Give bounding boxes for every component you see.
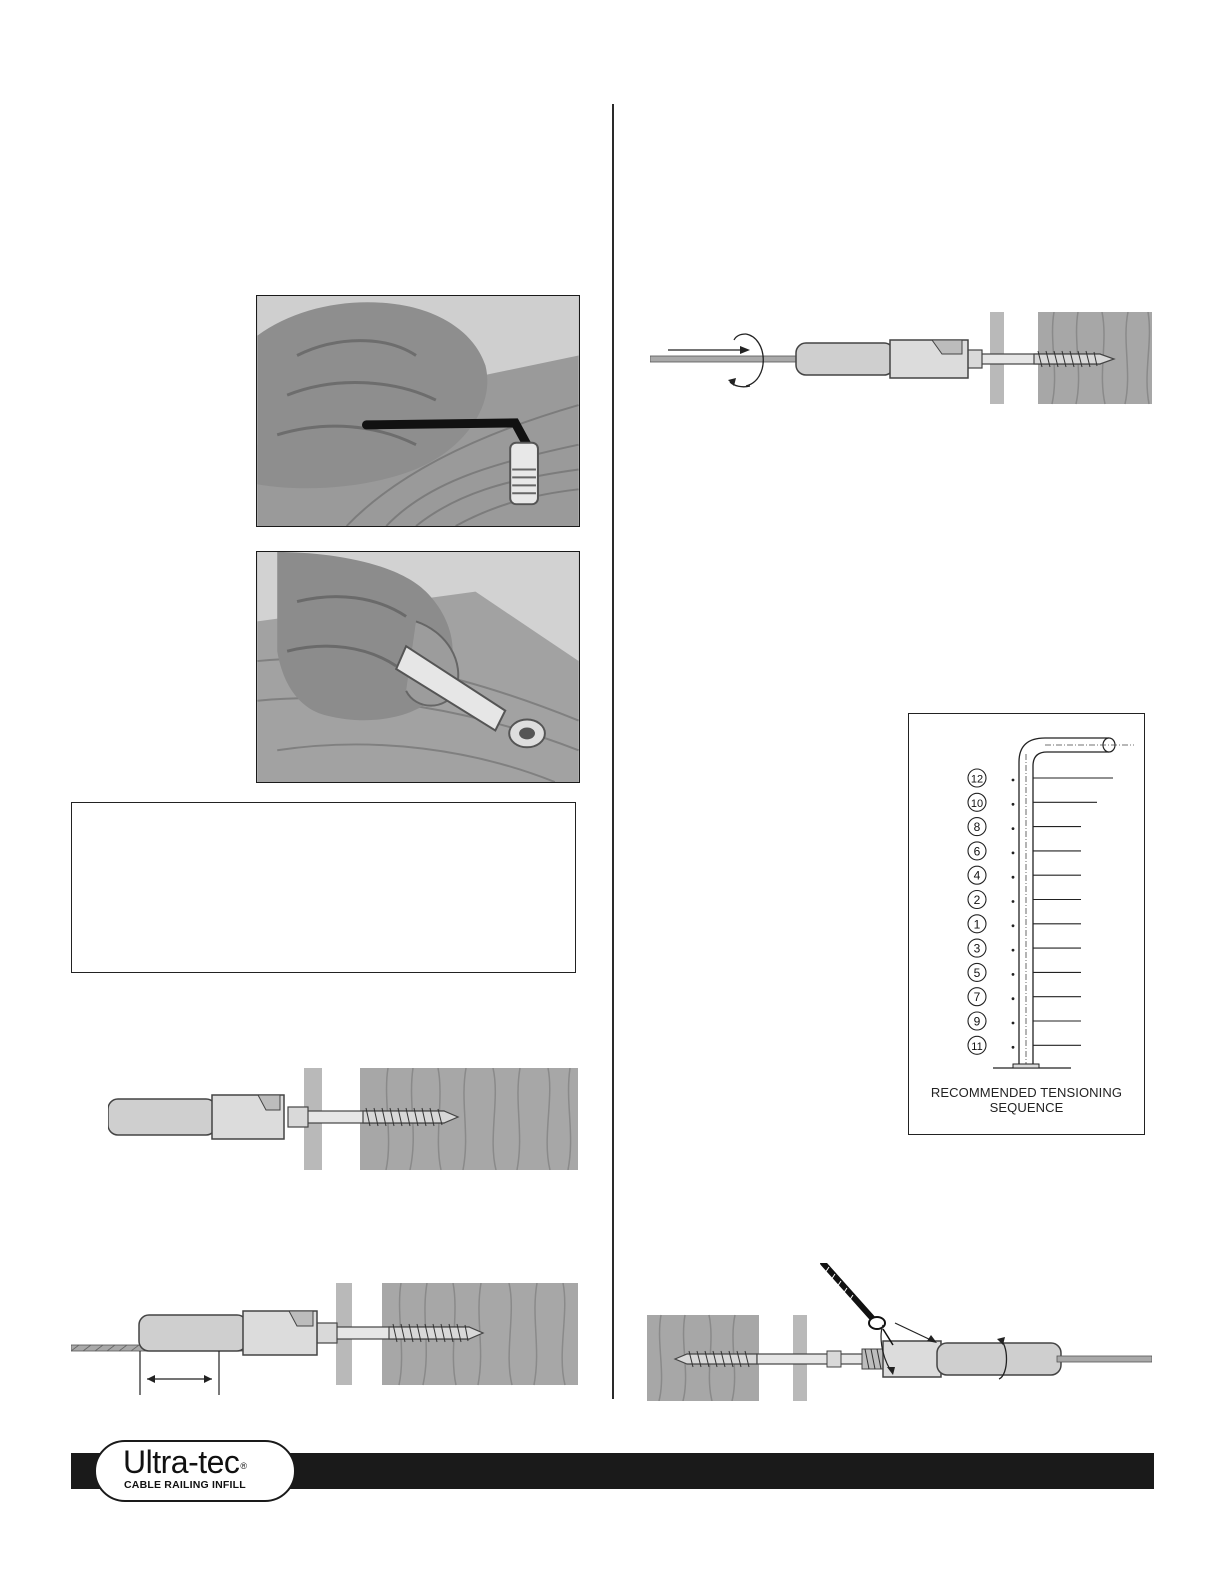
column-divider [612, 104, 614, 1399]
sequence-number: 6 [973, 844, 981, 859]
cable-hole-dot [1012, 779, 1015, 782]
cable-hole-dot [1012, 924, 1015, 927]
fitting-installed-diagram [108, 1068, 578, 1170]
sequence-number: 10 [970, 797, 984, 810]
sequence-number: 8 [973, 820, 981, 835]
caption-line-2: SEQUENCE [989, 1100, 1064, 1115]
double-arrow-icon [147, 1375, 212, 1383]
fitting-photo-illustration [257, 552, 579, 782]
hex-key-icon [823, 1263, 893, 1345]
cable-rotation-diagram [650, 312, 1152, 408]
photo-hex-key-install [256, 295, 580, 527]
sequence-number: 7 [973, 990, 981, 1005]
final-tension-diagram [647, 1263, 1152, 1401]
sequence-number: 9 [973, 1014, 981, 1029]
hex-nut [288, 1107, 308, 1127]
sequence-number: 12 [970, 773, 984, 786]
sequence-number: 5 [973, 965, 981, 980]
sequence-number: 4 [973, 868, 981, 883]
cable-insertion-diagram [71, 1283, 578, 1398]
sequence-number: 11 [971, 1040, 983, 1053]
cable-hole-dot [1012, 852, 1015, 855]
cable-hole-dot [1012, 973, 1015, 976]
arrow-icon [668, 346, 750, 354]
brand-tagline: CABLE RAILING INFILL [124, 1479, 246, 1491]
cable-hole-dot [1012, 827, 1015, 830]
sequence-number: 2 [973, 893, 981, 907]
registered-mark: ® [240, 1461, 247, 1471]
cable-hole-dot [1012, 1022, 1015, 1025]
fitting-body [796, 343, 894, 375]
sequence-number: 3 [973, 941, 981, 956]
cable-hole-dot [1012, 803, 1015, 806]
fitting-body [108, 1099, 216, 1135]
fitting-body [937, 1343, 1061, 1375]
sequence-number: 1 [973, 917, 981, 932]
cable-hole-dot [1012, 900, 1015, 903]
tensioning-sequence-diagram [909, 714, 1146, 1084]
tensioning-sequence-caption [909, 1085, 1144, 1115]
fitting-body [139, 1315, 247, 1351]
steel-cable [650, 356, 806, 362]
cable-hole-dot [1012, 1046, 1015, 1049]
caption-line-1: RECOMMENDED TENSIONING [930, 1085, 1123, 1100]
photo-fitting-on-stud [256, 551, 580, 783]
hex-key-photo-illustration [257, 296, 579, 526]
ultra-tec-logo [94, 1440, 296, 1502]
note-box [71, 802, 576, 973]
steel-cable [1057, 1356, 1152, 1362]
brand-name: Ultra-tec [123, 1444, 240, 1480]
cable-hole-dot [1012, 997, 1015, 1000]
cable-hole-dot [1012, 876, 1015, 879]
cable-hole-dot [1012, 949, 1015, 952]
tensioning-sequence-box [908, 713, 1145, 1135]
